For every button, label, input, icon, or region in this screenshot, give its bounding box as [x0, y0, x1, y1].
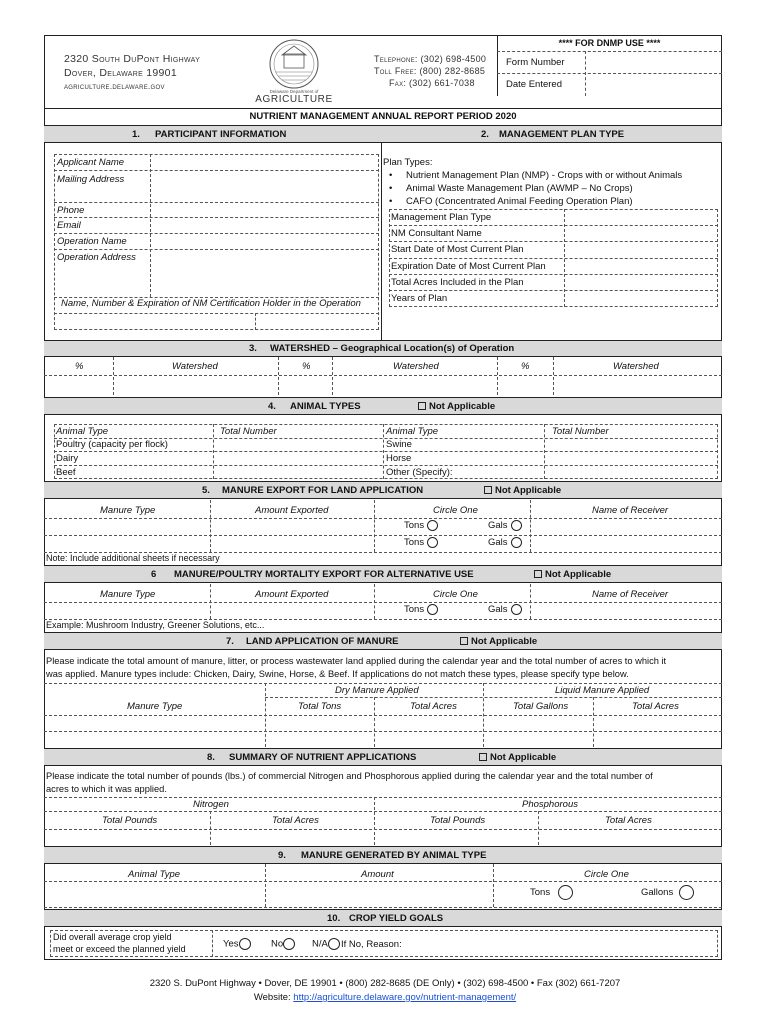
s1-title: PARTICIPANT INFORMATION — [155, 129, 287, 140]
s7-total-gallons-header: Total Gallons — [513, 701, 569, 712]
plan-type-cafo: • CAFO (Concentrated Animal Feeding Operation Plan) — [406, 196, 633, 207]
crop-yield-yes[interactable]: Yes — [223, 938, 251, 950]
s5-note: Note: Include additional sheets if necessary — [46, 553, 220, 563]
operation-name-label: Operation Name — [57, 236, 127, 247]
header-address-1: 2320 South DuPont Highway — [64, 53, 201, 65]
s7-total-tons-header: Total Tons — [298, 701, 342, 712]
animal-swine: Swine — [386, 439, 412, 450]
s6-manure-type-header: Manure Type — [100, 589, 156, 600]
footer-website-link[interactable]: http://agriculture.delaware.gov/nutrient-management/ — [293, 992, 517, 1003]
total-number-header-2: Total Number — [552, 426, 609, 437]
animal-poultry: Poultry (capacity per flock) — [56, 439, 168, 450]
s9-title: MANURE GENERATED BY ANIMAL TYPE — [301, 850, 487, 861]
s7-not-applicable[interactable]: Not Applicable — [460, 636, 537, 647]
s8-not-applicable[interactable]: Not Applicable — [479, 752, 556, 763]
plan-type-nmp: • Nutrient Management Plan (NMP) - Crops with or without Animals — [406, 170, 682, 181]
total-acres-field[interactable] — [565, 275, 717, 290]
s10-title: CROP YIELD GOALS — [349, 913, 444, 924]
applicant-name-field[interactable] — [151, 155, 378, 170]
crop-yield-no[interactable]: No — [271, 938, 295, 950]
s6-title: MANURE/POULTRY MORTALITY EXPORT FOR ALTERNATIVE USE — [174, 569, 474, 580]
s1-num: 1. — [132, 129, 140, 140]
crop-yield-reason-field[interactable] — [410, 932, 715, 955]
phosphorous-total-acres-header: Total Acres — [605, 815, 652, 826]
watershed-entry-row[interactable] — [45, 376, 721, 395]
form-number-label: Form Number — [506, 57, 565, 68]
operation-address-label: Operation Address — [57, 252, 136, 263]
s5-manure-type-header: Manure Type — [100, 505, 156, 516]
section-6-header — [44, 565, 722, 583]
s7-title: LAND APPLICATION OF MANURE — [246, 636, 399, 647]
s8-checkbox[interactable] — [479, 753, 487, 761]
s9-tons-radio[interactable] — [558, 885, 573, 900]
s5-row2-gals-radio[interactable] — [511, 537, 522, 548]
nitrogen-header: Nitrogen — [193, 799, 229, 810]
operation-name-field[interactable] — [151, 234, 378, 248]
section-5-header — [44, 481, 722, 499]
s6-row1-tons[interactable]: Tons — [404, 604, 438, 615]
s8-entry-row[interactable] — [45, 830, 721, 844]
s8-description-1: Please indicate the total number of pounds (lbs.) of commercial Nitrogen and Phosphorous applied during the calendar year and the total number of — [46, 771, 653, 781]
s7-checkbox[interactable] — [460, 637, 468, 645]
start-date-field[interactable] — [565, 242, 717, 257]
header-fax: Fax: (302) 661-7038 — [389, 78, 475, 88]
s8-description-2: acres to which it was applied. — [46, 784, 167, 794]
section-10-header — [44, 909, 722, 927]
cert-holder-field-2[interactable] — [256, 314, 378, 329]
s9-animal-type-header: Animal Type — [128, 869, 181, 880]
s3-title: WATERSHED – Geographical Location(s) of Operation — [270, 343, 515, 354]
s5-row1-tons[interactable]: Tons — [404, 520, 438, 531]
header-website: agriculture.delaware.gov — [64, 82, 165, 91]
cert-holder-label: Name, Number & Expiration of NM Certification Holder in the Operation — [61, 298, 361, 309]
section-7-header — [44, 632, 722, 650]
header-telephone: Telephone: (302) 698-4500 — [374, 54, 487, 64]
animal-other: Other (Specify): — [386, 467, 453, 478]
watershed-pct-3: % — [521, 361, 530, 372]
footer-contact-line: 2320 S. DuPont Highway • Dover, DE 19901 • (800) 282-8685 (DE Only) • (302) 698-4500 • Fax (302) 661-7207 — [149, 978, 621, 989]
animal-beef: Beef — [56, 467, 76, 478]
s6-row1-tons-radio[interactable] — [427, 604, 438, 615]
s7-manure-type-header: Manure Type — [127, 701, 183, 712]
email-label: Email — [57, 220, 81, 231]
header-address-2: Dover, Delaware 19901 — [64, 67, 177, 79]
plan-type-field[interactable] — [565, 210, 717, 225]
s7-entry-rows[interactable] — [45, 716, 721, 746]
years-of-plan-field[interactable] — [565, 291, 717, 306]
logo-small-text: Delaware Department of — [269, 89, 319, 94]
main-title: NUTRIENT MANAGEMENT ANNUAL REPORT PERIOD 2020 — [249, 111, 517, 122]
cert-holder-field-1[interactable] — [55, 314, 254, 329]
header-tollfree: Toll Free: (800) 282-8685 — [374, 66, 486, 76]
total-acres-label: Total Acres Included in the Plan — [391, 277, 524, 288]
crop-yield-na[interactable]: N/A — [312, 938, 337, 950]
operation-address-field[interactable] — [151, 250, 378, 296]
section-4-header — [44, 397, 722, 415]
s2-num: 2. — [481, 129, 489, 140]
s6-circle-header: Circle One — [433, 589, 478, 600]
s4-num: 4. — [268, 401, 276, 412]
crop-yield-no-radio[interactable] — [283, 938, 295, 950]
s10-num: 10. — [327, 913, 341, 924]
date-entered-label: Date Entered — [506, 79, 562, 90]
s4-not-applicable[interactable]: Not Applicable — [418, 401, 495, 412]
mailing-address-label: Mailing Address — [57, 174, 125, 185]
plan-type-row-label: Management Plan Type — [391, 212, 492, 223]
expiration-date-label: Expiration Date of Most Current Plan — [391, 261, 546, 272]
s6-example: Example: Mushroom Industry, Greener Solutions, etc... — [46, 620, 265, 630]
liquid-manure-header: Liquid Manure Applied — [555, 685, 650, 696]
s5-row2-gals[interactable]: Gals — [488, 537, 522, 548]
total-number-header-1: Total Number — [220, 426, 277, 437]
s6-checkbox[interactable] — [534, 570, 542, 578]
watershed-pct-1: % — [75, 361, 84, 372]
s5-checkbox[interactable] — [484, 486, 492, 494]
form-number-field[interactable] — [586, 52, 721, 72]
section-8-header — [44, 748, 722, 766]
crop-yield-question-2: meet or exceed the planned yield — [53, 944, 186, 954]
s9-gallons[interactable]: Gallons — [641, 885, 694, 900]
s7-total-acres-header-2: Total Acres — [632, 701, 679, 712]
s5-title: MANURE EXPORT FOR LAND APPLICATION — [222, 485, 424, 496]
s9-amount-header: Amount — [361, 869, 394, 880]
start-date-label: Start Date of Most Current Plan — [391, 244, 524, 255]
s7-description-1: Please indicate the total amount of manure, litter, or process wastewater land applied during the calendar year and the total number of acres to which it — [46, 656, 667, 666]
nitrogen-total-pounds-header: Total Pounds — [102, 815, 158, 826]
s6-receiver-header: Name of Receiver — [592, 589, 669, 600]
nitrogen-total-acres-header: Total Acres — [272, 815, 319, 826]
s9-tons[interactable]: Tons — [530, 885, 573, 900]
expiration-date-field[interactable] — [565, 259, 717, 274]
mailing-address-field[interactable] — [151, 171, 378, 201]
s8-title: SUMMARY OF NUTRIENT APPLICATIONS — [229, 752, 417, 763]
footer-website-label: Website: — [253, 992, 291, 1003]
watershed-pct-2: % — [302, 361, 311, 372]
phone-label: Phone — [57, 205, 85, 216]
s7-description-2: was applied. Manure types include: Chicken, Dairy, Swine, Horse, & Beef. If applications do not match these types, please specify type below. — [46, 669, 629, 679]
consultant-name-field[interactable] — [565, 226, 717, 241]
s8-num: 8. — [207, 752, 215, 763]
date-entered-field[interactable] — [586, 74, 721, 95]
phone-field[interactable] — [151, 203, 378, 217]
s2-title: MANAGEMENT PLAN TYPE — [499, 129, 625, 140]
s5-row1-tons-radio[interactable] — [427, 520, 438, 531]
watershed-name-2: Watershed — [393, 361, 439, 372]
s6-row1-gals-radio[interactable] — [511, 604, 522, 615]
section-1-2-header — [44, 125, 722, 143]
s5-num: 5. — [202, 485, 210, 496]
animal-dairy: Dairy — [56, 453, 79, 464]
s6-num: 6 — [151, 569, 157, 580]
crop-yield-reason-label: If No, Reason: — [341, 939, 402, 950]
years-of-plan-label: Years of Plan — [391, 293, 448, 304]
dnmp-use-title: **** FOR DNMP USE **** — [558, 38, 661, 48]
animal-type-header-2: Animal Type — [386, 426, 439, 437]
section-9-header — [44, 846, 722, 864]
watershed-name-1: Watershed — [172, 361, 218, 372]
s3-num: 3. — [249, 343, 257, 354]
footer-website-line — [0, 992, 770, 1003]
s7-total-acres-header-1: Total Acres — [410, 701, 457, 712]
s5-row2-tons-radio[interactable] — [427, 537, 438, 548]
s5-amount-header: Amount Exported — [255, 505, 329, 516]
s6-amount-header: Amount Exported — [255, 589, 329, 600]
plan-types-label: Plan Types: — [383, 157, 433, 168]
s4-checkbox[interactable] — [418, 402, 426, 410]
s6-not-applicable[interactable]: Not Applicable — [534, 569, 611, 580]
watershed-name-3: Watershed — [613, 361, 659, 372]
applicant-name-label: Applicant Name — [57, 157, 125, 168]
s5-row1-gals[interactable]: Gals — [488, 520, 522, 531]
animal-horse: Horse — [386, 453, 412, 464]
section-3-header — [44, 340, 722, 357]
s9-gallons-radio[interactable] — [679, 885, 694, 900]
s9-num: 9. — [278, 850, 286, 861]
s4-title: ANIMAL TYPES — [290, 401, 361, 412]
dry-manure-header: Dry Manure Applied — [335, 685, 419, 696]
phosphorous-total-pounds-header: Total Pounds — [430, 815, 486, 826]
crop-yield-question-1: Did overall average crop yield — [53, 932, 172, 942]
s5-circle-header: Circle One — [433, 505, 478, 516]
plan-type-awmp: • Animal Waste Management Plan (AWMP – No Crops) — [406, 183, 633, 194]
s7-num: 7. — [226, 636, 234, 647]
phosphorous-header: Phosphorous — [522, 799, 578, 810]
s5-row1-gals-radio[interactable] — [511, 520, 522, 531]
consultant-name-label: NM Consultant Name — [391, 228, 482, 239]
logo-big-text: AGRICULTURE — [255, 94, 333, 105]
s5-row2-tons[interactable]: Tons — [404, 537, 438, 548]
crop-yield-yes-radio[interactable] — [239, 938, 251, 950]
email-field[interactable] — [151, 218, 378, 232]
crop-yield-na-radio[interactable] — [328, 938, 340, 950]
animal-type-header-1: Animal Type — [56, 426, 109, 437]
s5-receiver-header: Name of Receiver — [592, 505, 669, 516]
s6-row1-gals[interactable]: Gals — [488, 604, 522, 615]
s9-circle-header: Circle One — [584, 869, 629, 880]
s5-not-applicable[interactable]: Not Applicable — [484, 485, 561, 496]
